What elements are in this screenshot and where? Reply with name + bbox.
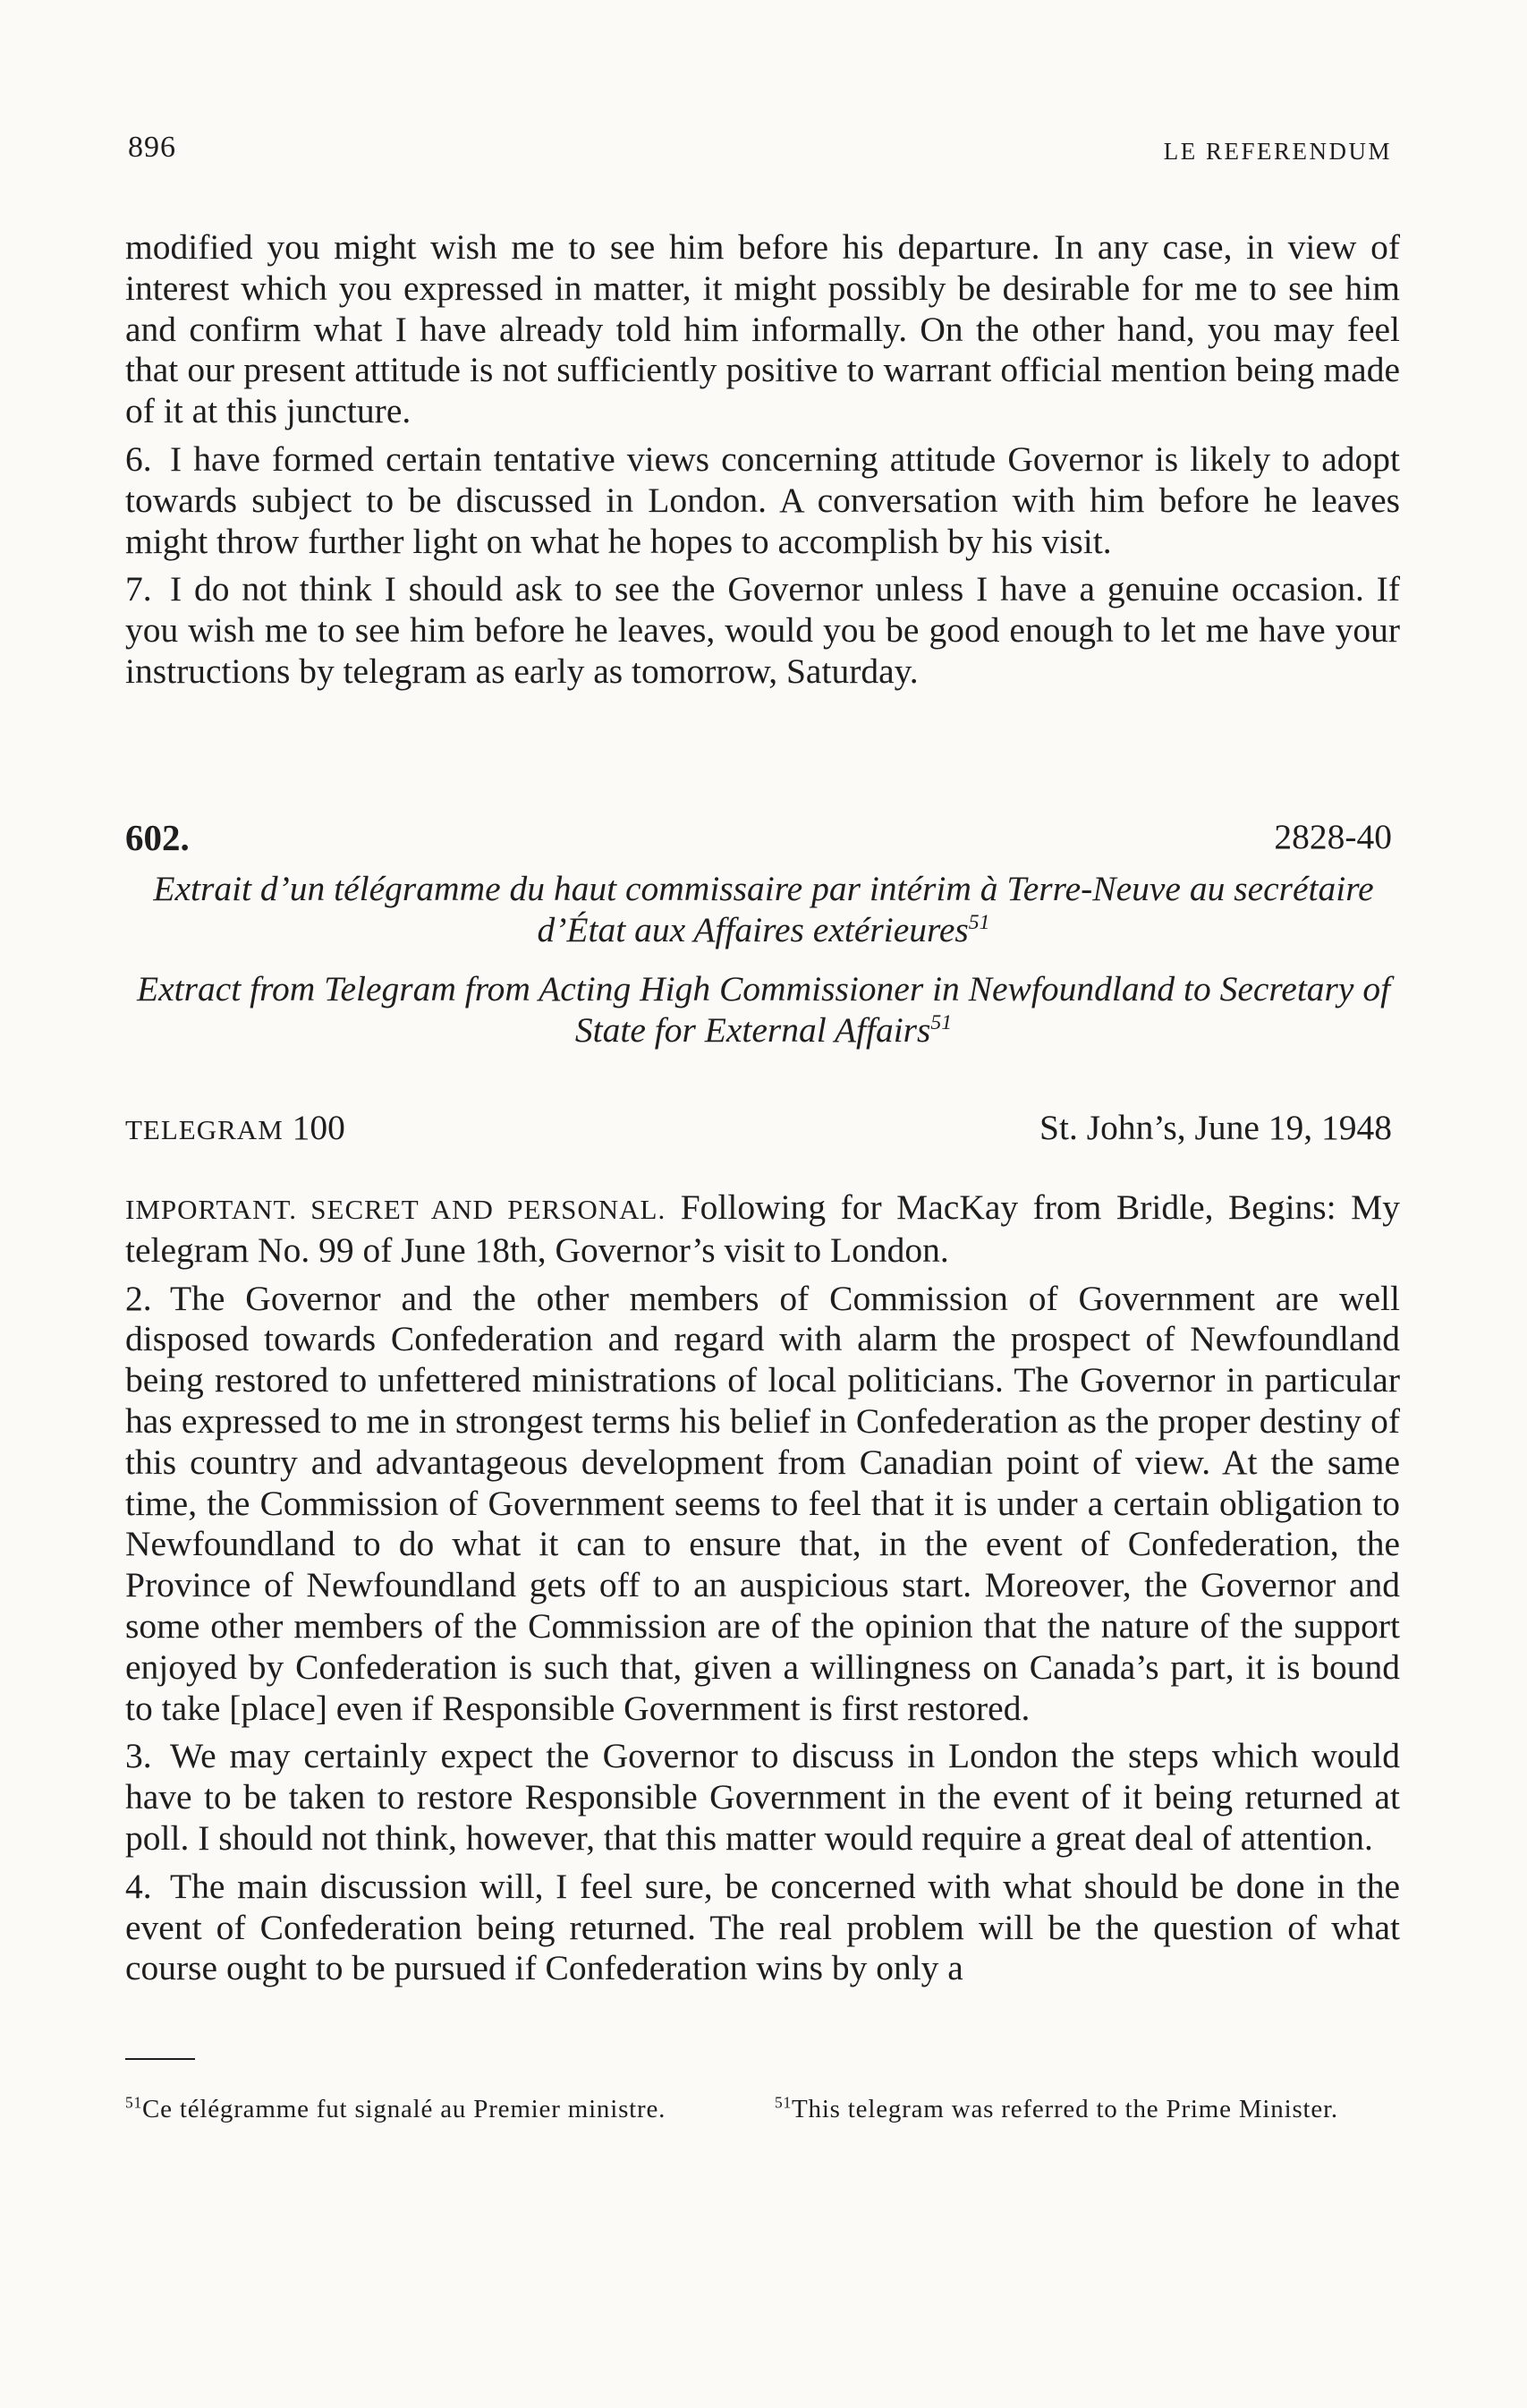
telegram-id: [125, 1107, 345, 1148]
footnote-ref: 51: [968, 910, 990, 934]
footnote-rule: [125, 2058, 195, 2060]
paragraph-2: 2. The Governor and the other members of Commission of Government are well disposed towards Confederation and regard with alarm the prospect of Newfoundland being restored to unfettered ministrations of local politicians. The Governor in particular has expressed to me in strongest terms his belief in Confederation as the proper destiny of this country and advantageous development from Canadian point of view. At the same time, the Commission of Government seems to feel that it is under a certain obligation to Newfoundland to do what it can to ensure that, in the event of Confederation, the Province of Newfoundland gets off to an auspicious start. Moreover, the Governor and some other members of the Commission are of the opinion that the nature of the support enjoyed by Confederation is such that, given a willingness on Canada’s part, it is bound to take [place] even if Responsible Government is first restored.: [125, 1278, 1400, 1728]
continued-text-block: [125, 227, 1400, 693]
telegram-body: [125, 1187, 1400, 1989]
page-number: 896: [128, 131, 176, 164]
paragraph-6: 6. I have formed certain tentative views concerning attitude Governor is likely to adopt towards subject to be discussed in London. A conversation with him before he leaves might throw further light on what he hopes to accomplish by his visit.: [125, 438, 1400, 561]
footnote-french: $^{51}$Ce télégramme fut signalé au Premier ministre.: [125, 2093, 666, 2123]
place-date: St. John’s, June 19, 1948: [1039, 1108, 1392, 1147]
paragraph-number: 7.: [125, 569, 152, 609]
paragraph-number: 3.: [125, 1736, 152, 1776]
continued-paragraph: modified you might wish me to see him before his departure. In any case, in view of interest which you expressed in matter, it might possibly be desirable for me to see him and confirm what I have already told him informally. On the other hand, you may feel that our present attitude is not sufficiently positive to warrant official mention being made of it at this juncture.: [125, 227, 1400, 431]
intro-paragraph: IMPORTANT. SECRET AND PERSONAL. Following for MacKay from Bridle, Begins: My telegram No. 99 of June 18th, Governor’s visit to London.: [125, 1187, 1400, 1270]
paragraph-number: 2.: [125, 1278, 152, 1318]
running-title: LE REFERENDUM: [1163, 138, 1392, 165]
paragraph-number: 6.: [125, 438, 152, 479]
footnote-mark: 51: [125, 2093, 142, 2112]
document-number: 602.: [125, 817, 190, 858]
title-english: Extract from Telegram from Acting High Commissioner in Newfoundland to Secretary of State for External Affairs$^{51}$: [136, 969, 1391, 1050]
footnote-english: $^{51}$This telegram was referred to the Prime Minister.: [775, 2093, 1338, 2123]
paragraph-7: 7. I do not think I should ask to see the Governor unless I have a genuine occasion. If you wish me to see him before he leaves, would you be good enough to let me have your instructions by telegram as early as tomorrow, Saturday.: [125, 569, 1400, 691]
paragraph-number: 4.: [125, 1866, 152, 1906]
footnote-mark: 51: [775, 2093, 792, 2112]
telegram-number: 100: [292, 1108, 345, 1147]
telegram-label: TELEGRAM: [125, 1114, 284, 1145]
document-reference: 2828-40: [1274, 817, 1392, 856]
intro-caps: IMPORTANT. SECRET AND PERSONAL.: [125, 1194, 666, 1225]
paragraph-4: 4. The main discussion will, I feel sure, be concerned with what should be done in the event of Confederation being returned. The real problem will be the question of what course ought to be pursued if Confederation wins by only a: [125, 1866, 1400, 1988]
footnote-ref: 51: [930, 1010, 953, 1034]
title-french: Extrait d’un télégramme du haut commissaire par intérim à Terre-Neuve au secrétaire d’État aux Affaires extérieures$^{51}$: [153, 869, 1374, 949]
paragraph-3: 3. We may certainly expect the Governor to discuss in London the steps which would have to be taken to restore Responsible Government in the event of it being returned at poll. I should not think, however, that this matter would require a great deal of attention.: [125, 1736, 1400, 1858]
